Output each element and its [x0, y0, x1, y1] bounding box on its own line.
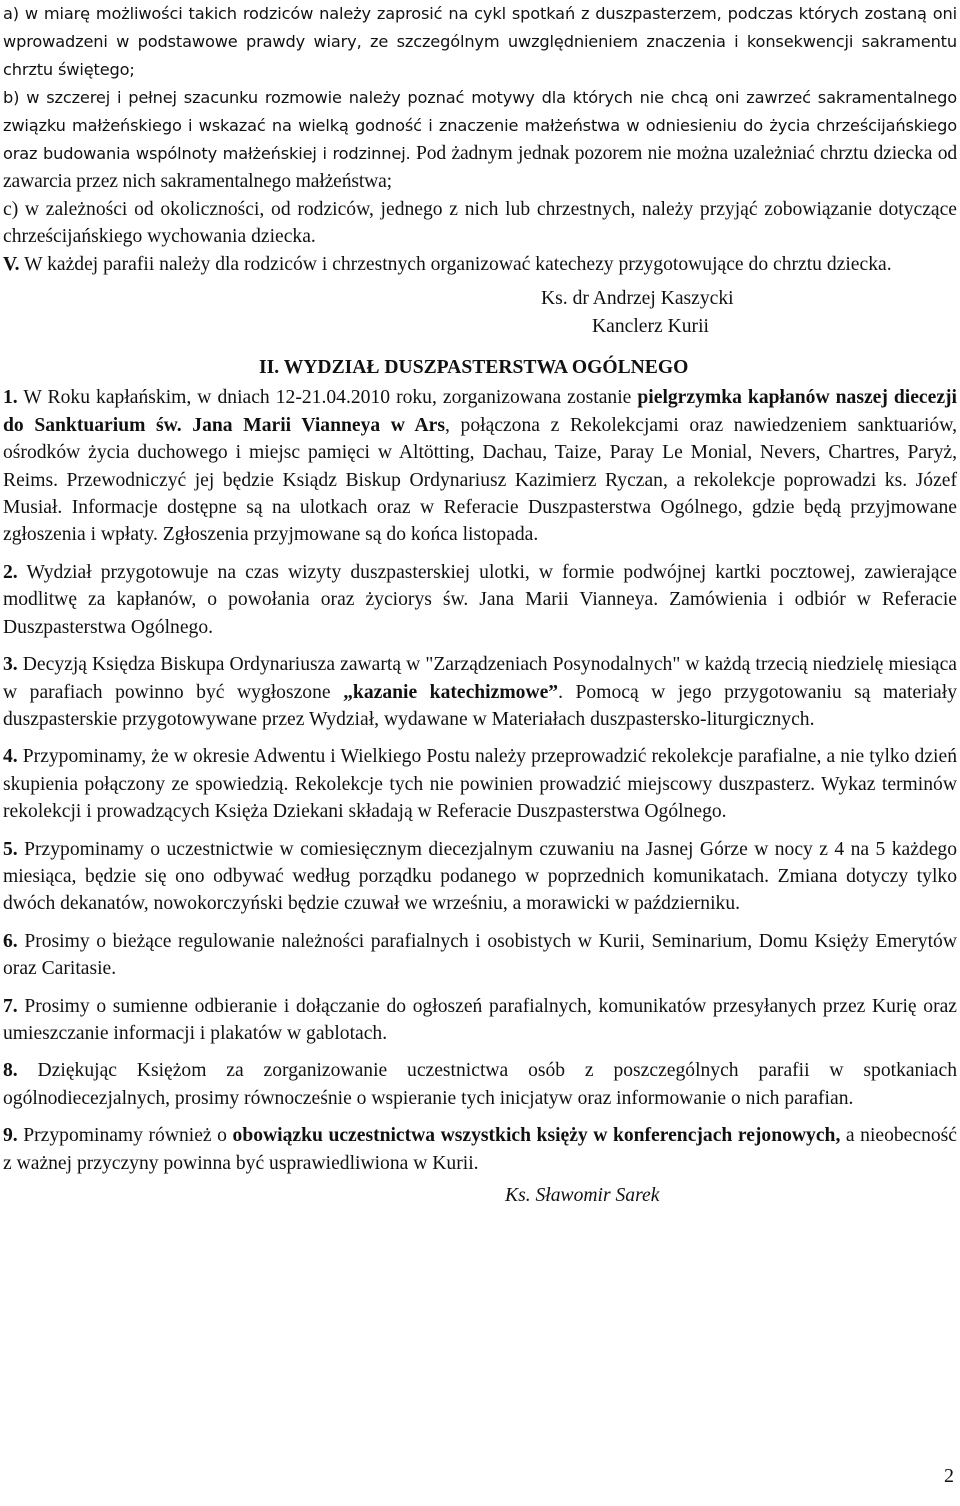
- item-6: 6. Prosimy o bieżące regulowanie należności parafialnych i osobistych w Kurii, Seminarium, Domu Księży Emerytów oraz Caritasie.: [3, 930, 957, 980]
- page-number: 2: [944, 1465, 954, 1487]
- item-8: 8. Dziękując Księżom za zorganizowanie uczestnictwa osób z poszczególnych parafii w spotkaniach ogólnodiecezjalnych, prosimy równocześnie o wspieranie tych inicjatyw oraz informowanie o nich parafian.: [3, 1060, 957, 1109]
- item-5-number: 5.: [3, 838, 18, 860]
- item-4: 4. Przypominamy, że w okresie Adwentu i Wielkiego Postu należy przeprowadzić rekolekcje parafialne, a nie tylko dzień skupienia połączony ze spowiedzią. Rekolekcje tych nie powinien prowadzić miejscowy duszpasterz. Wykaz terminów rekolekcji i prowadzących Księża Dziekani składają w Referacie Duszpasterstwa Ogólnego.: [3, 746, 957, 823]
- paragraph-a: a) w miarę możliwości takich rodziców należy zaprosić na cykl spotkań z duszpasterzem, podczas których zostaną oni wprowadzeni w podstawowe prawdy wiary, ze szczególnym uwzględnieniem znaczenia i konsekwencji sakramentu chrztu świętego;: [3, 4, 957, 79]
- signature-2: Ks. Sławomir Sarek: [505, 1185, 660, 1206]
- item-8-number: 8.: [3, 1060, 18, 1082]
- paragraph-b: b) w szczerej i pełnej szacunku rozmowie należy poznać motywy dla których nie chcą oni zawrzeć sakramentalnego związku małżeńskiego i wskazać na wielką godność i znaczenie małżeństwa w odniesieniu do życia chrześcijańskiego oraz budowania wspólnoty małżeńskiej i rodzinnej. Pod żadnym jednak pozorem nie można uzależniać chrztu dziecka od zawarcia przez nich sakramentalnego małżeństwa;: [3, 88, 958, 192]
- item-2-number: 2.: [3, 561, 18, 583]
- item-5: 5. Przypominamy o uczestnictwie w comiesięcznym diecezjalnym czuwaniu na Jasnej Górze w nocy z 4 na 5 każdego miesiąca, będzie się ono odbywać według porządku podanego w poprzednich komunikatach. Zmiana dotyczy tylko dwóch dekanatów, nowokorczyński będzie czuwał we wrześniu, a morawicki w październiku.: [3, 838, 957, 915]
- document-page: [3, 0, 957, 1506]
- signature-title: Kanclerz Kurii: [592, 315, 709, 337]
- section-heading: II. WYDZIAŁ DUSZPASTERSTWA OGÓLNEGO: [259, 357, 689, 379]
- item-7-number: 7.: [3, 995, 18, 1017]
- item-2: 2. Wydział przygotowuje na czas wizyty duszpasterskiej ulotki, w formie podwójnej kartki pocztowej, zawierające modlitwę za kapłanów, o powołania oraz życiorys św. Jana Marii Vianneya. Zamówienia i odbiór w Referacie Duszpasterstwa Ogólnego.: [3, 561, 957, 638]
- paragraph-c: c) w zależności od okoliczności, od rodziców, jednego z nich lub chrzestnych, należy przyjąć zobowiązanie dotyczące chrześcijańskiego wychowania dziecka.: [3, 199, 957, 248]
- paragraph-v-number: V.: [3, 253, 20, 275]
- item-4-number: 4.: [3, 746, 18, 768]
- item-1-bold: pielgrzymka kapłanów naszej diecezji do Sanktuarium św. Jana Marii Vianneya w Ars: [3, 387, 957, 436]
- section-prev: [3, 0, 957, 196]
- item-9-bold: obowiązku uczestnictwa wszystkich księży w konferencjach rejonowych,: [232, 1125, 841, 1147]
- item-3-number: 3.: [3, 654, 18, 676]
- item-1-number: 1.: [3, 387, 18, 409]
- signature-name: Ks. dr Andrzej Kaszycki: [541, 288, 734, 310]
- item-1: 1. W Roku kapłańskim, w dniach 12-21.04.2010 roku, zorganizowana zostanie pielgrzymka kapłanów naszej diecezji do Sanktuarium św. Jana Marii Vianneya w Ars, połączona z Rekolekcjami oraz nawiedzeniem sanktuariów, ośrodków życia duchowego i miejsc pamięci w Altötting, Dachau, Taize, Paray Le Monial, Nevers, Chartres, Paryż, Reims. Przewodniczyć jej będzie Ksiądz Biskup Ordynariusz Kazimierz Ryczan, a rekolekcje poprowadzi ks. Józef Musiał. Informacje dostępne są na ulotkach oraz w Referacie Duszpasterstwa Ogólnego, gdzie będą przyjmowane zgłoszenia i wpłaty. Zgłoszenia przyjmowane są do końca listopada.: [3, 387, 957, 546]
- item-7: 7. Prosimy o sumienne odbieranie i dołączanie do ogłoszeń parafialnych, komunikatów przesyłanych przez Kurię oraz umieszczanie informacji i plakatów w gablotach.: [3, 995, 957, 1044]
- item-3-bold: „kazanie katechizmowe”: [343, 681, 559, 703]
- item-3: 3. Decyzją Księdza Biskupa Ordynariusza zawartą w "Zarządzeniach Posynodalnych" w każdą trzecią niedzielę miesiąca w parafiach powinno być wygłoszone „kazanie katechizmowe”. Pomocą w jego przygotowaniu są materiały duszpasterskie przygotowywane przez Wydział, wydawane w Materiałach duszpastersko-liturgicznych.: [3, 654, 957, 730]
- item-9: 9. Przypominamy również o obowiązku uczestnictwa wszystkich księży w konferencjach rejonowych, a nieobecność z ważnej przyczyny powinna być usprawiedliwiona w Kurii.: [3, 1125, 957, 1174]
- section-prev-serif: [3, 196, 957, 1209]
- item-6-number: 6.: [3, 930, 18, 952]
- item-9-number: 9.: [3, 1125, 18, 1147]
- paragraph-v: V. W każdej parafii należy dla rodziców i chrzestnych organizować katechezy przygotowujące do chrztu dziecka.: [3, 253, 892, 275]
- paragraph-b-serif: Pod żadnym jednak pozorem nie można uzależniać chrztu dziecka od zawarcia przez nich sakramentalnego małżeństwa;: [3, 143, 958, 192]
